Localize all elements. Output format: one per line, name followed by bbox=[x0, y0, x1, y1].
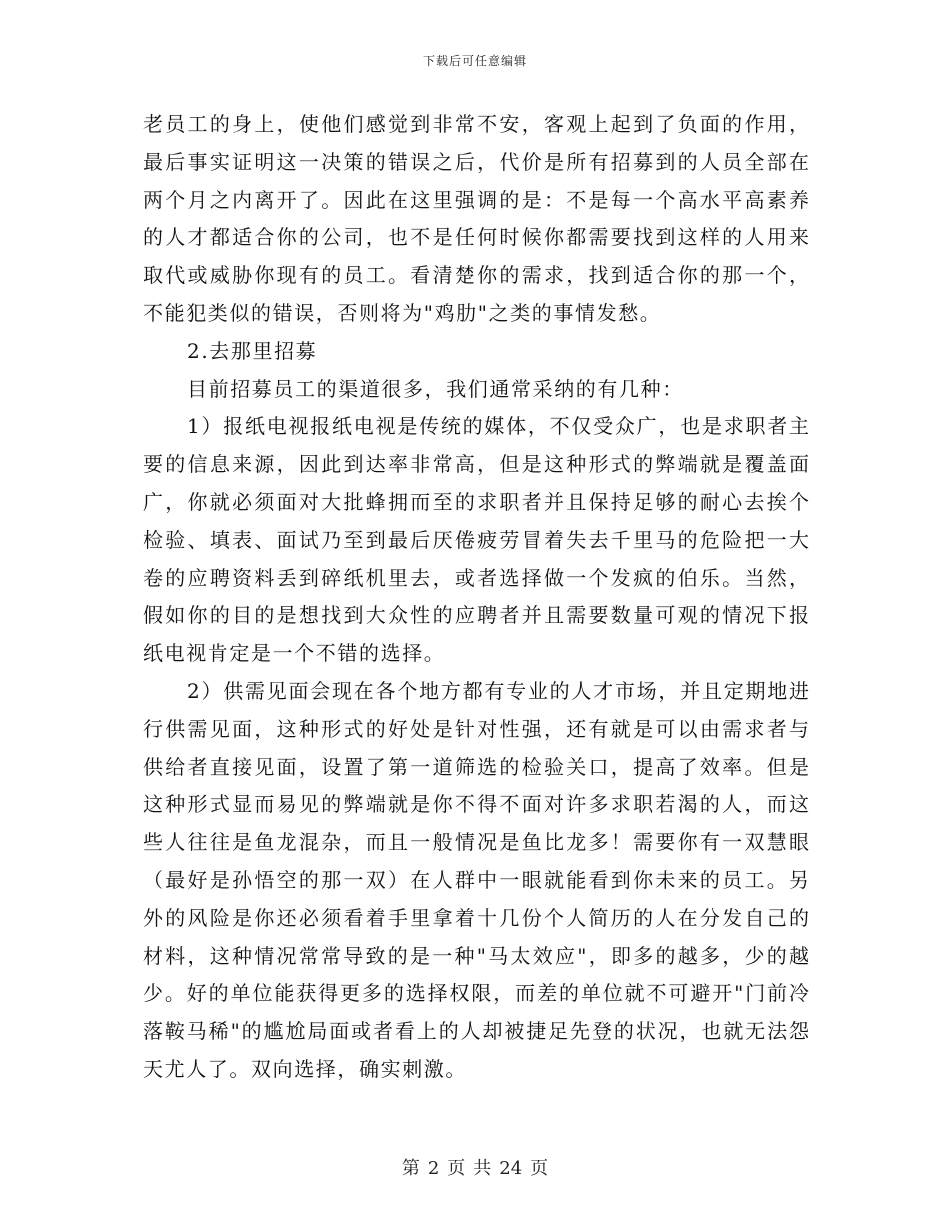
text-line: 供给者直接见面，设置了第一道筛选的检验关口，提高了效率。但是 bbox=[143, 754, 809, 779]
footer-suffix: 页 bbox=[530, 1158, 549, 1179]
text-line: 两个月之内离开了。因此在这里强调的是：不是每一个高水平高素养 bbox=[143, 187, 809, 212]
text-line: 的人才都适合你的公司，也不是任何时候你都需要找到这样的人用来 bbox=[143, 225, 809, 250]
text-line: 要的信息来源，因此到达率非常高，但是这种形式的弊端就是覆盖面 bbox=[143, 452, 809, 477]
text-line: 2）供需见面会现在各个地方都有专业的人才市场，并且定期地进 bbox=[187, 678, 809, 703]
text-line: 卷的应聘资料丢到碎纸机里去，或者选择做一个发疯的伯乐。当然， bbox=[143, 565, 809, 590]
footer-prefix: 第 bbox=[401, 1158, 420, 1179]
header-text: 下载后可任意编辑 bbox=[422, 54, 527, 68]
text-line: 少。好的单位能获得更多的选择权限，而差的单位就不可避开"门前冷 bbox=[143, 981, 809, 1006]
text-line: 目前招募员工的渠道很多，我们通常采纳的有几种： bbox=[187, 376, 684, 401]
footer-total-pages: 24 bbox=[499, 1158, 523, 1179]
footer-current-page: 2 bbox=[427, 1158, 440, 1179]
text-line: 这种形式显而易见的弊端就是你不得不面对许多求职若渴的人，而这 bbox=[143, 792, 809, 817]
text-line: 假如你的目的是想找到大众性的应聘者并且需要数量可观的情况下报 bbox=[143, 603, 809, 628]
text-line: 1）报纸电视报纸电视是传统的媒体，不仅受众广，也是求职者主 bbox=[187, 414, 809, 439]
text-line: 检验、填表、面试乃至到最后厌倦疲劳冒着失去千里马的危险把一大 bbox=[143, 527, 809, 552]
text-line: 不能犯类似的错误，否则将为"鸡肋"之类的事情发愁。 bbox=[143, 300, 662, 325]
page-header bbox=[0, 52, 950, 69]
text-line: 老员工的身上，使他们感觉到非常不安，客观上起到了负面的作用， bbox=[143, 112, 809, 136]
text-line: 行供需见面，这种形式的好处是针对性强，还有就是可以由需求者与 bbox=[143, 716, 809, 741]
text-line: 落鞍马稀"的尴尬局面或者看上的人却被捷足先登的状况，也就无法怨 bbox=[143, 1019, 809, 1044]
text-line: 些人往往是鱼龙混杂，而且一般情况是鱼比龙多！需要你有一双慧眼 bbox=[143, 830, 809, 855]
text-line: （最好是孙悟空的那一双）在人群中一眼就能看到你未来的员工。另 bbox=[143, 867, 809, 892]
footer-total-prefix: 共 bbox=[473, 1158, 492, 1179]
text-line: 广，你就必须面对大批蜂拥而至的求职者并且保持足够的耐心去挨个 bbox=[143, 489, 809, 514]
text-line: 天尤人了。双向选择，确实刺激。 bbox=[143, 1056, 467, 1081]
page-footer bbox=[0, 1154, 950, 1180]
document-body bbox=[143, 106, 809, 1089]
text-line: 外的风险是你还必须看着手里拿着十几份个人简历的人在分发自己的 bbox=[143, 905, 809, 930]
footer-page-word: 页 bbox=[447, 1158, 466, 1179]
text-line: 最后事实证明这一决策的错误之后，代价是所有招募到的人员全部在 bbox=[143, 149, 809, 174]
text-line: 材料，这种情况常常导致的是一种"马太效应"，即多的越多，少的越 bbox=[143, 943, 809, 968]
text-line: 2.去那里招募 bbox=[187, 338, 318, 363]
text-line: 取代或威胁你现有的员工。看清楚你的需求，找到适合你的那一个， bbox=[143, 263, 809, 288]
text-line: 纸电视肯定是一个不错的选择。 bbox=[143, 641, 446, 666]
